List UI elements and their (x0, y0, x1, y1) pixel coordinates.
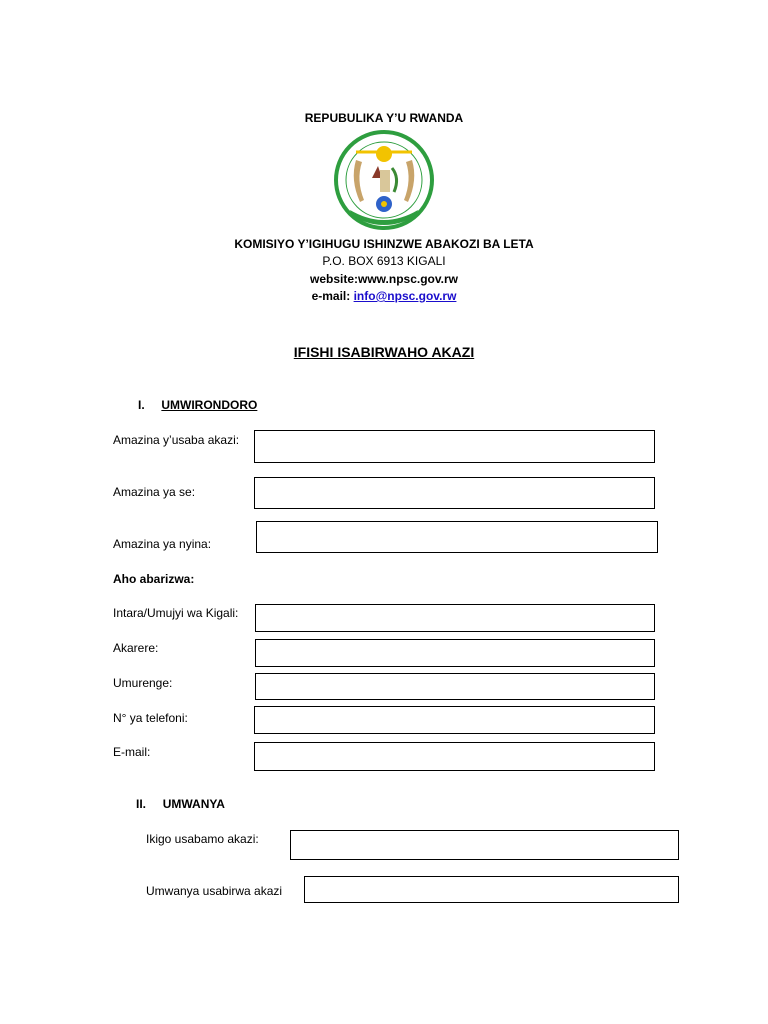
country-name: REPUBULIKA Y’U RWANDA (304, 111, 464, 125)
website-text[interactable]: website:www.npsc.gov.rw (309, 272, 459, 286)
mother-name-label: Amazina ya nyina: (113, 537, 212, 551)
position-field[interactable] (304, 876, 679, 903)
phone-field[interactable] (254, 706, 655, 734)
district-field[interactable] (255, 639, 655, 667)
province-label: Intara/Umujyi wa Kigali: (113, 606, 239, 620)
section-1-number: I. (138, 398, 145, 412)
coat-of-arms-icon (330, 130, 438, 234)
section-2-title: UMWANYA (162, 797, 225, 811)
institution-field[interactable] (290, 830, 679, 860)
residence-heading: Aho abarizwa: (113, 572, 195, 586)
email-field[interactable] (254, 742, 655, 771)
section-2-number: II. (136, 797, 147, 811)
sector-field[interactable] (255, 673, 655, 700)
mother-name-field[interactable] (256, 521, 658, 553)
email-label-field: E-mail: (113, 745, 151, 759)
applicant-name-label: Amazina y’usaba akazi: (113, 433, 240, 447)
father-name-label: Amazina ya se: (113, 485, 196, 499)
form-title: IFISHI ISABIRWAHO AKAZI (293, 344, 475, 360)
section-1-heading (138, 398, 257, 412)
section-2-heading (136, 797, 225, 811)
institution-label: Ikigo usabamo akazi: (146, 832, 259, 846)
position-label: Umwanya usabirwa akazi (146, 884, 283, 898)
email-label: e-mail: (311, 289, 354, 303)
email-link[interactable]: info@npsc.gov.rw (353, 289, 457, 303)
applicant-name-field[interactable] (254, 430, 655, 463)
father-name-field[interactable] (254, 477, 655, 509)
sector-label: Umurenge: (113, 676, 173, 690)
commission-name: KOMISIYO Y’IGIHUGU ISHINZWE ABAKOZI BA LETA (234, 237, 534, 251)
po-box: P.O. BOX 6913 KIGALI (322, 254, 446, 268)
email-line (0, 289, 768, 303)
district-label: Akarere: (113, 641, 159, 655)
phone-label: N° ya telefoni: (113, 711, 188, 725)
section-1-title: UMWIRONDORO (161, 398, 258, 412)
province-field[interactable] (255, 604, 655, 632)
